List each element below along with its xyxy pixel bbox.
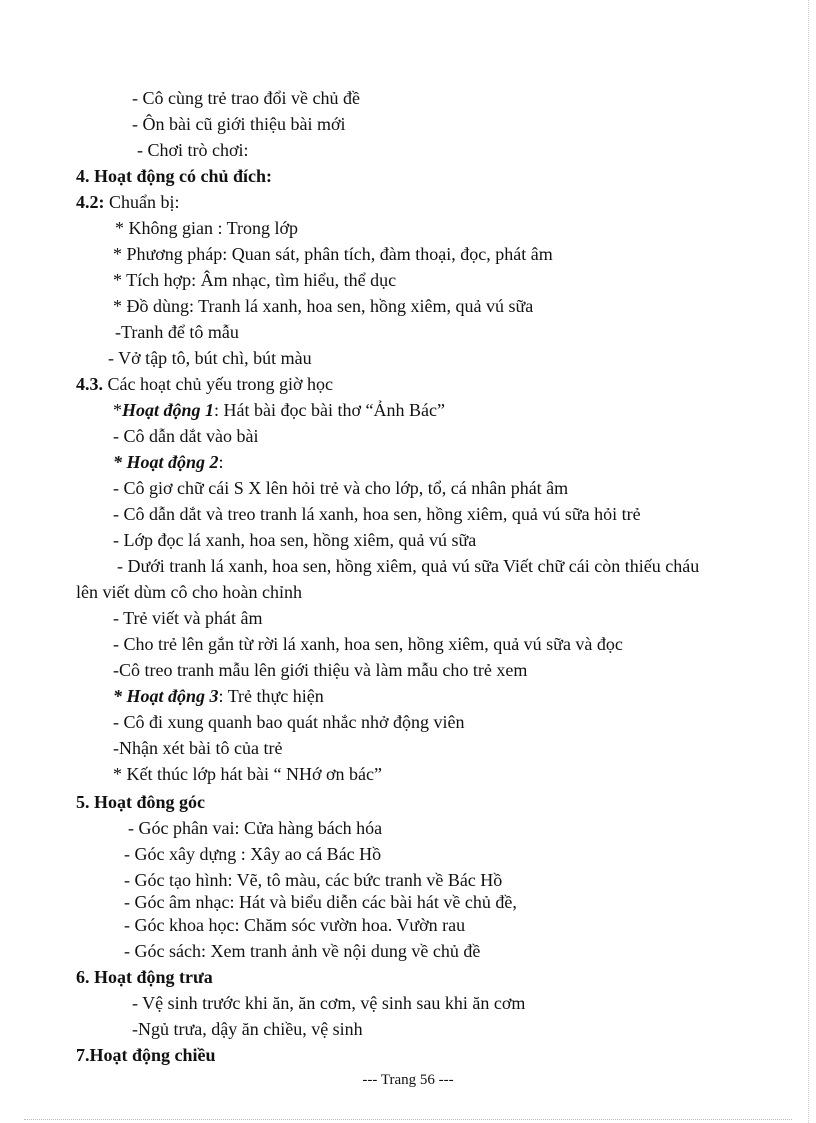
activity-label: Hoạt động 2	[126, 452, 219, 472]
text-line: * Phương pháp: Quan sát, phân tích, đàm thoại, đọc, phát âm	[113, 244, 553, 264]
text-line: - Chơi trò chơi:	[137, 140, 249, 160]
text-line: * Kết thúc lớp hát bài “ NHớ ơn bác”	[113, 764, 382, 784]
section-heading: 4.2: Chuẩn bị:	[76, 192, 180, 212]
text-line: -Tranh để tô mẫu	[115, 322, 239, 342]
text-line: - Dưới tranh lá xanh, hoa sen, hồng xiêm, quả vú sữa Viết chữ cái còn thiếu cháu	[117, 556, 700, 576]
text-line: - Ôn bài cũ giới thiệu bài mới	[132, 114, 346, 134]
activity-line: * Hoạt động 3: Trẻ thực hiện	[113, 686, 324, 706]
section-heading: 4. Hoạt động có chủ đích:	[76, 166, 273, 186]
page-border-right	[808, 0, 809, 1123]
activity-label: Hoạt động 3	[126, 686, 219, 706]
text-line: - Góc khoa học: Chăm sóc vườn hoa. Vườn rau	[124, 915, 466, 935]
page-border-bottom	[24, 1119, 792, 1120]
text-line: * Không gian : Trong lớp	[115, 218, 299, 238]
text-line: * Tích hợp: Âm nhạc, tìm hiểu, thể dục	[113, 270, 397, 290]
text-line: - Góc sách: Xem tranh ảnh về nội dung về chủ đề	[124, 941, 481, 961]
text-line: -Ngủ trưa, dậy ăn chiều, vệ sinh	[132, 1019, 363, 1039]
text-line: - Vở tập tô, bút chì, bút màu	[108, 348, 312, 368]
section-heading: 6. Hoạt động trưa	[76, 967, 213, 987]
text-line: - Cô dẫn dắt vào bài	[113, 426, 259, 446]
text-line: - Trẻ viết và phát âm	[113, 608, 263, 628]
section-heading: 5. Hoạt đông góc	[76, 792, 206, 812]
text-line: - Cô cùng trẻ trao đổi về chủ đề	[132, 88, 360, 108]
text-line: - Góc xây dựng : Xây ao cá Bác Hồ	[124, 844, 382, 864]
text-line: -Cô treo tranh mẫu lên giới thiệu và làm mẫu cho trẻ xem	[113, 660, 528, 680]
text-line: - Lớp đọc lá xanh, hoa sen, hồng xiêm, quả vú sữa	[113, 530, 477, 550]
text-line: - Góc phân vai: Cửa hàng bách hóa	[128, 818, 383, 838]
activity-line: * Hoạt động 2:	[113, 452, 224, 472]
text-line: -Nhận xét bài tô của trẻ	[113, 738, 283, 758]
text-line: lên viết dùm cô cho hoàn chỉnh	[76, 582, 302, 602]
text-line: - Góc tạo hình: Vẽ, tô màu, các bức tranh về Bác Hồ	[124, 870, 503, 890]
section-heading: 7.Hoạt động chiều	[76, 1045, 216, 1065]
text-line: * Đồ dùng: Tranh lá xanh, hoa sen, hồng xiêm, quả vú sữa	[113, 296, 534, 316]
text-line: - Cô dẫn dắt và treo tranh lá xanh, hoa sen, hồng xiêm, quả vú sữa hỏi trẻ	[113, 504, 641, 524]
text-line: - Cho trẻ lên gắn từ rời lá xanh, hoa sen, hồng xiêm, quả vú sữa và đọc	[113, 634, 623, 654]
activity-line: *Hoạt động 1: Hát bài đọc bài thơ “Ảnh Bác”	[113, 400, 445, 420]
section-heading: 4.3. Các hoạt chủ yếu trong giờ học	[76, 374, 333, 394]
text-line: - Vệ sinh trước khi ăn, ăn cơm, vệ sinh sau khi ăn cơm	[132, 993, 526, 1013]
text-line: - Cô giơ chữ cái S X lên hỏi trẻ và cho lớp, tổ, cá nhân phát âm	[113, 478, 569, 498]
text-line: - Góc âm nhạc: Hát và biểu diễn các bài hát về chủ đề,	[124, 892, 517, 912]
page-footer: --- Trang 56 ---	[362, 1072, 454, 1088]
activity-label: Hoạt động 1	[122, 400, 215, 420]
text-line: - Cô đi xung quanh bao quát nhắc nhở động viên	[113, 712, 465, 732]
